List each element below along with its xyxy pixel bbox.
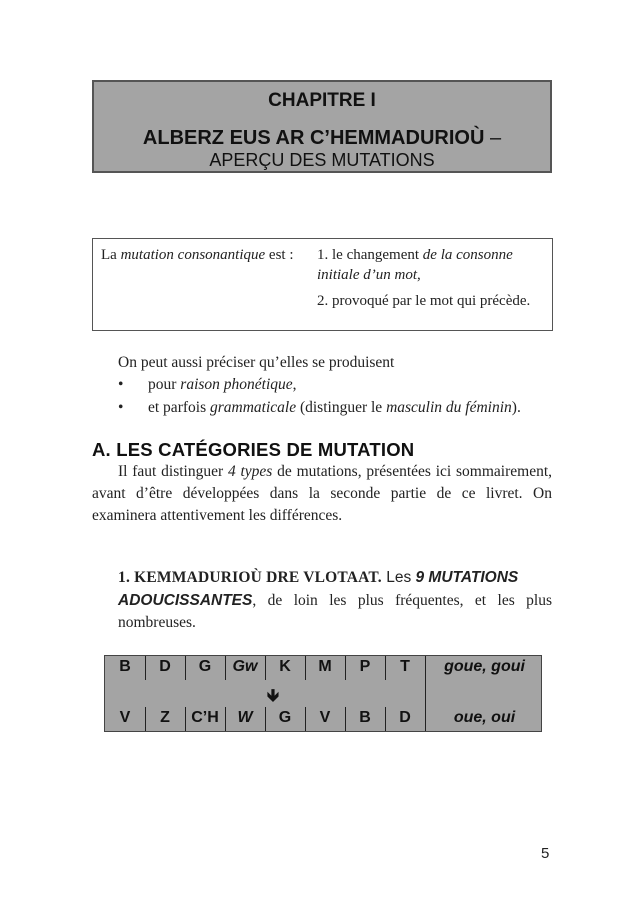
definition-item-2: 2. provoqué par le mot qui précède.	[317, 293, 531, 309]
bullet-2-post: ).	[511, 399, 521, 416]
mutation-result-letter: G	[278, 709, 292, 726]
mutation-result-letter: V	[119, 709, 131, 726]
cell-divider	[225, 656, 226, 680]
bullet-marker: •	[118, 399, 124, 416]
subsection-1-body	[118, 590, 552, 634]
table-divider	[425, 656, 426, 731]
chapter-title	[94, 127, 550, 150]
cell-divider	[185, 656, 186, 680]
cell-divider	[385, 707, 386, 731]
bullet-1-pre: pour	[148, 376, 181, 393]
cell-divider	[305, 656, 306, 680]
mutation-source-letter: B	[119, 658, 131, 675]
definition-table	[92, 238, 553, 331]
subsection-1-emphasis-2: ADOUCISSANTES	[118, 592, 253, 609]
cell-divider	[225, 707, 226, 731]
bullet-marker: •	[118, 376, 124, 393]
section-a-text-pre: Il faut distinguer	[118, 463, 228, 480]
page-number: 5	[541, 845, 550, 862]
cell-divider	[345, 656, 346, 680]
mutation-source-letter: G	[198, 658, 212, 675]
mutation-source-letter: T	[400, 658, 410, 675]
definition-term	[101, 245, 294, 265]
cell-divider	[145, 656, 146, 680]
cell-divider	[145, 707, 146, 731]
definition-term-post: est :	[265, 247, 294, 263]
chapter-title-dash: –	[489, 127, 502, 149]
mutation-source-letter: P	[359, 658, 371, 675]
definition-item-1	[317, 245, 545, 285]
cell-divider	[265, 656, 266, 680]
mutation-table	[104, 655, 542, 732]
mutation-result-letter: V	[319, 709, 331, 726]
note-line: On peut aussi préciser qu’elles se produisent	[118, 354, 395, 371]
definition-item-1-emphasis: de la consonne initiale d’un mot	[317, 247, 513, 283]
mutation-example-result: oue, oui	[453, 709, 516, 726]
section-a-paragraph	[92, 461, 552, 527]
subsection-1-les: Les	[381, 569, 416, 586]
cell-divider	[185, 707, 186, 731]
definition-term-pre: La	[101, 247, 121, 263]
chapter-number: CHAPITRE I	[268, 90, 376, 111]
mutation-source-letter: D	[159, 658, 171, 675]
section-a-text-post: de mutations, présentées ici sommairement, avant d’être développées dans la seconde partie de ce livret. On examinera attentivement les différences.	[92, 463, 553, 524]
chapter-subtitle: APERÇU DES MUTATIONS	[209, 150, 435, 170]
mutation-source-letter: M	[318, 658, 332, 675]
section-a-text-emphasis: 4 types	[227, 463, 273, 480]
mutation-result-letter: D	[399, 709, 411, 726]
bullet-2-mid: (distinguer le	[296, 399, 387, 416]
cell-divider	[385, 656, 386, 680]
definition-term-emphasis: mutation consonantique	[120, 247, 266, 263]
definition-item-1-post: ,	[417, 267, 421, 283]
section-a-heading: A. LES CATÉGORIES DE MUTATION	[92, 439, 415, 460]
arrow-down-icon: 🡻	[266, 686, 280, 705]
mutation-source-letter: K	[279, 658, 291, 675]
subsection-1-heading-line	[118, 567, 518, 589]
cell-divider	[305, 707, 306, 731]
bullet-2-emphasis-2: masculin du féminin	[386, 399, 512, 416]
mutation-source-letter: Gw	[232, 658, 258, 675]
subsection-1-rest: , de loin les plus fréquentes, et les plus nombreuses.	[118, 592, 552, 631]
mutation-result-letter: B	[359, 709, 371, 726]
mutation-result-letter: Z	[160, 709, 170, 726]
mutation-result-letter: W	[237, 709, 253, 726]
bullet-1-emphasis: raison phonétique	[180, 376, 293, 393]
subsection-1-emphasis-1: 9 MUTATIONS	[415, 569, 519, 586]
bullet-2-emphasis-1: grammaticale	[209, 399, 297, 416]
chapter-title-text: ALBERZ EUS AR C’HEMMADURIOÙ	[142, 127, 485, 149]
bullet-1-post: ,	[292, 376, 297, 393]
bullet-1-text	[148, 374, 297, 396]
definition-item-1-pre: 1. le changement	[317, 247, 423, 263]
cell-divider	[345, 707, 346, 731]
bullet-2-pre: et parfois	[148, 399, 210, 416]
mutation-example-source: goue, goui	[444, 658, 525, 675]
subsection-1-heading: 1. KEMMADURIOÙ DRE VLOTAAT.	[118, 569, 382, 586]
bullet-2-text	[148, 397, 521, 419]
chapter-header-box	[92, 80, 552, 173]
mutation-result-letter: C’H	[191, 709, 219, 726]
